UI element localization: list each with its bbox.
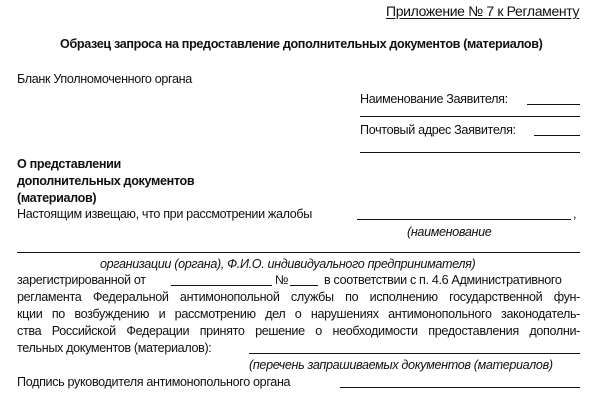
signature-field[interactable] [340, 387, 580, 388]
paragraph-line-5: тельных документов (материалов): [17, 341, 212, 355]
paragraph-line-4: ства Российской Федерации принято решение о необходимости предоставления дополни- [17, 324, 580, 338]
registered-suffix: в соответствии с п. 4.6 Административного [324, 273, 562, 287]
page-title: Образец запроса на предоставление дополнительных документов (материалов) [60, 37, 543, 51]
hint-list: (перечень запрашиваемых документов (материалов) [249, 358, 553, 372]
hint-org: организации (органа), Ф.И.О. индивидуального предпринимателя) [100, 257, 476, 271]
hint-name: (наименование [407, 225, 492, 239]
blank-label: Бланк Уполномоченного органа [17, 72, 192, 86]
registered-prefix: зарегистрированной от [17, 273, 146, 287]
applicant-name-field[interactable] [527, 104, 580, 105]
paragraph-line-2: регламента Федеральной антимонопольной службы по исполнению государственной фун- [17, 290, 580, 304]
applicant-name-field-line2[interactable] [360, 116, 580, 117]
subject-line-2: дополнительных документов [17, 174, 195, 188]
complaint-org-field-line2[interactable] [17, 252, 580, 253]
paragraph-line-3: кции по возбуждению и рассмотрению дел о нарушениях антимонопольного законодатель- [17, 307, 580, 321]
number-sign: № [275, 273, 289, 287]
signature-label: Подпись руководителя антимонопольного органа [17, 375, 291, 389]
notify-text: Настоящим извещаю, что при рассмотрении жалобы [17, 207, 312, 221]
registration-number-field[interactable] [290, 285, 318, 286]
comma: , [573, 207, 577, 221]
subject-line-3: (материалов) [17, 191, 97, 205]
appendix-note: Приложение № 7 к Регламенту [386, 3, 580, 19]
applicant-address-label: Почтовый адрес Заявителя: [360, 123, 516, 137]
applicant-address-field-line2[interactable] [360, 152, 580, 153]
registration-date-field[interactable] [171, 285, 272, 286]
applicant-name-label: Наименование Заявителя: [360, 92, 508, 106]
documents-list-field[interactable] [249, 353, 580, 354]
complaint-org-field[interactable] [357, 219, 571, 220]
applicant-address-field[interactable] [534, 135, 580, 136]
subject-line-1: О представлении [17, 157, 121, 171]
